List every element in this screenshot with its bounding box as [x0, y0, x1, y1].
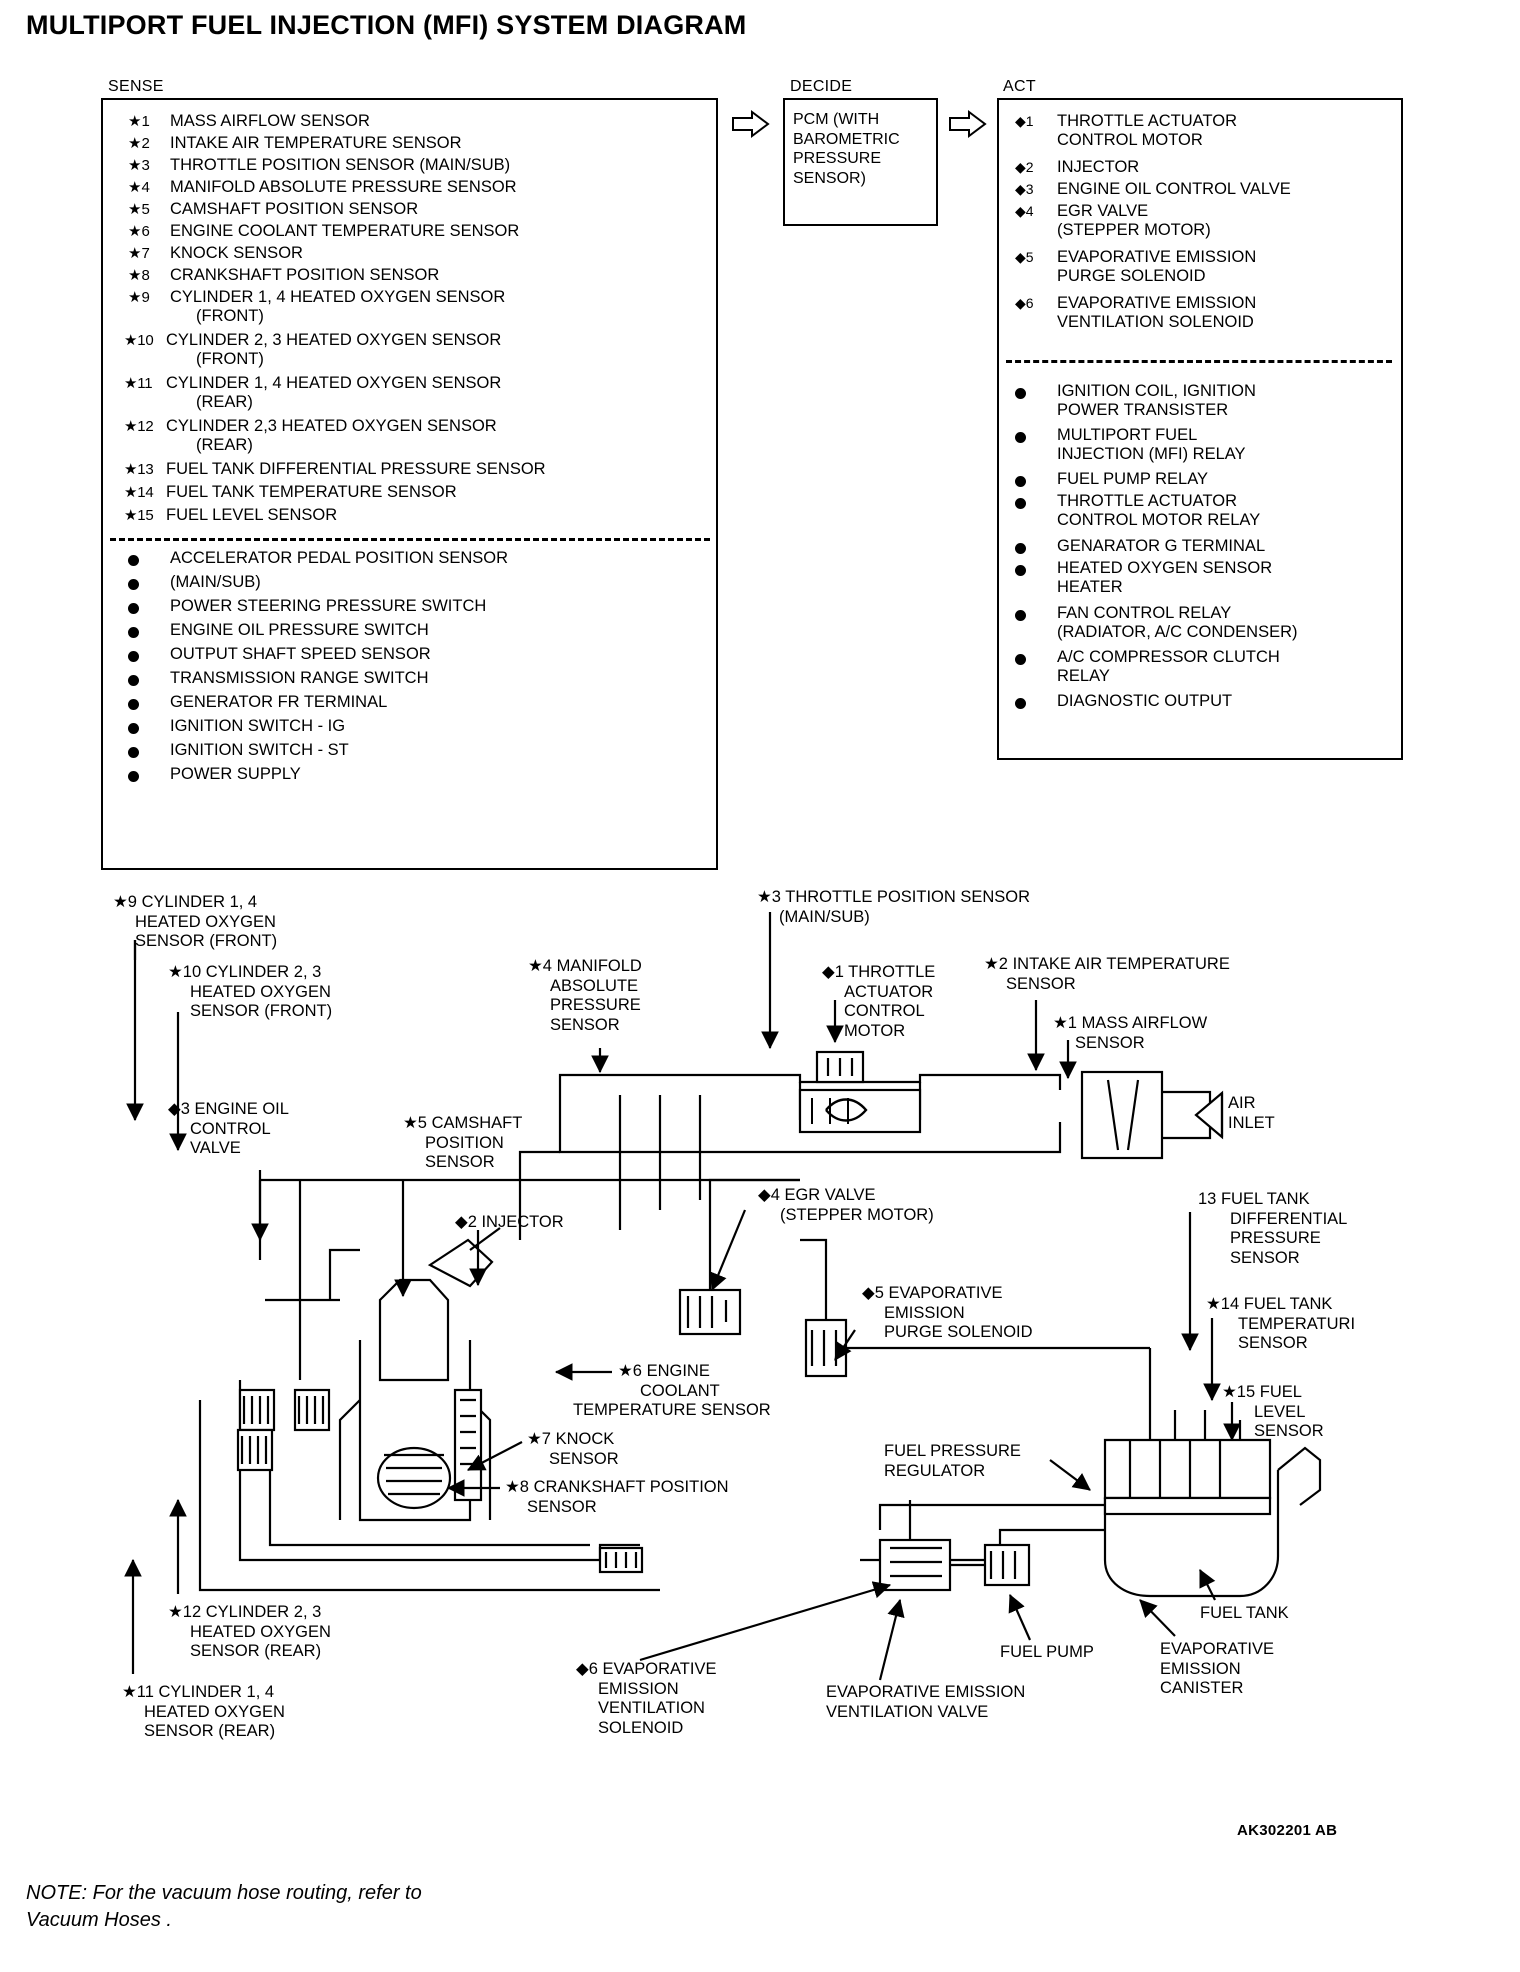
sense-bullet-5 [128, 645, 431, 664]
sense-bullet-10 [128, 765, 301, 784]
act-bullet-8-label [1057, 648, 1280, 686]
label-fuel-pump: FUEL PUMP [1000, 1643, 1094, 1661]
act-bullet-6 [1015, 559, 1272, 597]
star-13-marker: ★13 [124, 461, 154, 478]
sense-bullet-6-label: TRANSMISSION RANGE SWITCH [170, 669, 429, 687]
act-item-1-line1: THROTTLE ACTUATOR [1057, 112, 1237, 130]
star-7-marker: ★7 [128, 245, 150, 262]
sense-item-9-label [170, 288, 505, 326]
star-8-marker: ★8 [505, 1478, 529, 1496]
sense-item-10-line1: CYLINDER 2, 3 HEATED OXYGEN SENSOR [166, 331, 502, 349]
sense-bullet-8-label: IGNITION SWITCH - IG [170, 717, 346, 735]
sense-item-4-label: MANIFOLD ABSOLUTE PRESSURE SENSOR [170, 178, 517, 196]
diamond-1-marker: ◆1 [822, 963, 844, 981]
diamond-4-marker: ◆4 [1015, 203, 1034, 219]
star-14-marker: ★14 [124, 484, 154, 501]
bullet-icon [128, 621, 170, 640]
label-throttle-position-sensor: ★3 THROTTLE POSITION SENSOR (MAIN/SUB) [757, 888, 1031, 926]
bullet-icon [128, 741, 170, 760]
column-header-sense: SENSE [108, 78, 164, 95]
star-12-marker: ★12 [124, 418, 154, 435]
act-bullet-2-label [1057, 426, 1246, 464]
label-injector: ◆2 INJECTOR [455, 1213, 564, 1231]
sense-item-12-line1: CYLINDER 2,3 HEATED OXYGEN SENSOR [166, 417, 497, 435]
act-bullet-6-line1: HEATED OXYGEN SENSOR [1057, 559, 1273, 577]
sense-item-5-label: CAMSHAFT POSITION SENSOR [170, 200, 419, 218]
act-item-1-line2: CONTROL MOTOR [1057, 131, 1203, 149]
label-evap-canister: EVAPORATIVE EMISSION CANISTER [1160, 1640, 1275, 1697]
act-divider [1006, 360, 1392, 363]
bullet-icon [1015, 604, 1057, 623]
page-title: MULTIPORT FUEL INJECTION (MFI) SYSTEM DIAGRAM [26, 10, 747, 40]
sense-item-10 [124, 331, 501, 369]
act-item-4-line2: (STEPPER MOTOR) [1057, 221, 1211, 239]
act-bullet-1-label [1057, 382, 1256, 420]
sense-item-1-label: MASS AIRFLOW SENSOR [170, 112, 370, 130]
act-bullet-7-label [1057, 604, 1298, 642]
sense-bullet-4-label: ENGINE OIL PRESSURE SWITCH [170, 621, 429, 639]
act-item-6-line2: VENTILATION SOLENOID [1057, 313, 1254, 331]
sense-item-6-label: ENGINE COOLANT TEMPERATURE SENSOR [170, 222, 520, 240]
sense-bullet-9-label: IGNITION SWITCH - ST [170, 741, 349, 759]
act-bullet-4-line2: CONTROL MOTOR RELAY [1057, 511, 1261, 529]
act-item-1 [1015, 112, 1237, 150]
label-intake-air-temperature-sensor: ★2 INTAKE AIR TEMPERATURE SENSOR [984, 955, 1230, 993]
sense-divider [110, 538, 710, 541]
act-item-5 [1015, 248, 1256, 286]
sense-item-9-line2: (FRONT) [196, 307, 264, 325]
star-3-marker: ★3 [128, 157, 150, 174]
star-12-marker: ★12 [168, 1603, 202, 1621]
act-bullet-8-line1: A/C COMPRESSOR CLUTCH [1057, 648, 1280, 666]
star-1-marker: ★1 [128, 113, 150, 130]
act-item-1-label [1057, 112, 1237, 150]
sense-item-11 [124, 374, 501, 412]
sense-item-7 [128, 244, 303, 263]
star-14-marker: ★14 [1206, 1295, 1240, 1313]
label-fuel-level-sensor: ★15 FUEL LEVEL SENSOR [1222, 1383, 1324, 1440]
note-text [26, 1880, 422, 1934]
act-item-4-line1: EGR VALVE [1057, 202, 1149, 220]
act-item-4 [1015, 202, 1211, 240]
bullet-icon [128, 765, 170, 784]
sense-item-4 [128, 178, 517, 197]
sense-item-13-label: FUEL TANK DIFFERENTIAL PRESSURE SENSOR [166, 460, 546, 478]
label-fuel-tank-differential-pressure-sensor: 13 FUEL TANK DIFFERENTIAL PRESSURE SENSOR [1198, 1190, 1348, 1267]
diamond-6-marker: ◆6 [1015, 295, 1034, 311]
bullet-icon [128, 645, 170, 664]
sense-item-7-label: KNOCK SENSOR [170, 244, 303, 262]
label-fuel-pressure-regulator: FUEL PRESSURE REGULATOR [884, 1442, 1021, 1480]
label-o2-rear-cyl23: ★12 CYLINDER 2, 3 HEATED OXYGEN SENSOR (REAR) [168, 1603, 331, 1660]
diamond-3-marker: ◆3 [1015, 181, 1034, 197]
act-item-2 [1015, 158, 1139, 177]
bullet-icon [1015, 559, 1057, 578]
sense-item-2-label: INTAKE AIR TEMPERATURE SENSOR [170, 134, 462, 152]
diamond-4-marker: ◆4 [758, 1186, 780, 1204]
sense-item-9-line1: CYLINDER 1, 4 HEATED OXYGEN SENSOR [170, 288, 506, 306]
sense-item-9 [128, 288, 505, 326]
bullet-icon [1015, 426, 1057, 445]
act-bullet-9-label: DIAGNOSTIC OUTPUT [1057, 692, 1233, 710]
sense-bullet-1-label: ACCELERATOR PEDAL POSITION SENSOR [170, 549, 509, 567]
diamond-6-marker: ◆6 [576, 1660, 598, 1678]
act-bullet-2-line1: MULTIPORT FUEL [1057, 426, 1198, 444]
label-knock-sensor: ★7 KNOCK SENSOR [527, 1430, 619, 1468]
star-4-marker: ★4 [128, 179, 150, 196]
star-11-marker: ★11 [124, 375, 153, 392]
star-1-marker: ★1 [1053, 1014, 1077, 1032]
star-6-marker: ★6 [128, 223, 150, 240]
bullet-icon [1015, 492, 1057, 511]
sense-item-3-label: THROTTLE POSITION SENSOR (MAIN/SUB) [170, 156, 511, 174]
bullet-icon [128, 573, 170, 592]
star-5-marker: ★5 [128, 201, 150, 218]
sense-bullet-4 [128, 621, 429, 640]
act-item-6-line1: EVAPORATIVE EMISSION [1057, 294, 1257, 312]
act-bullet-6-line2: HEATER [1057, 578, 1123, 596]
sense-bullet-1 [128, 549, 508, 568]
act-bullet-1-line2: POWER TRANSISTER [1057, 401, 1229, 419]
sense-item-11-line1: CYLINDER 1, 4 HEATED OXYGEN SENSOR [166, 374, 502, 392]
act-bullet-4-label [1057, 492, 1260, 530]
sense-item-14-label: FUEL TANK TEMPERATURE SENSOR [166, 483, 457, 501]
sense-item-6 [128, 222, 519, 241]
sense-bullet-7 [128, 693, 387, 712]
sense-bullet-3 [128, 597, 486, 616]
sense-item-13 [124, 460, 546, 479]
act-bullet-5 [1015, 537, 1265, 556]
act-bullet-1-line1: IGNITION COIL, IGNITION [1057, 382, 1256, 400]
star-2-marker: ★2 [128, 135, 150, 152]
bullet-icon [128, 597, 170, 616]
diamond-3-marker: ◆3 [168, 1100, 190, 1118]
act-bullet-5-label: GENARATOR G TERMINAL [1057, 537, 1266, 555]
sense-bullet-6 [128, 669, 429, 688]
sense-item-14 [124, 483, 457, 502]
sense-item-12-label [166, 417, 497, 455]
star-6-marker: ★6 [618, 1362, 642, 1380]
diamond-1-marker: ◆1 [1015, 113, 1034, 129]
label-egr-valve: ◆4 EGR VALVE (STEPPER MOTOR) [758, 1186, 934, 1224]
label-engine-oil-control-valve: ◆3 ENGINE OIL CONTROL VALVE [168, 1100, 289, 1157]
act-bullet-7 [1015, 604, 1298, 642]
bullet-icon [128, 717, 170, 736]
act-bullet-8-line2: RELAY [1057, 667, 1110, 685]
star-10-marker: ★10 [168, 963, 202, 981]
column-header-decide: DECIDE [790, 78, 853, 95]
label-o2-front-cyl23: ★10 CYLINDER 2, 3 HEATED OXYGEN SENSOR (FRONT) [168, 963, 333, 1020]
sense-item-12 [124, 417, 497, 455]
diamond-2-marker: ◆2 [455, 1213, 477, 1231]
label-evap-ventilation-solenoid: ◆6 EVAPORATIVE EMISSION VENTILATION SOLENOID [576, 1660, 717, 1737]
sense-item-12-line2: (REAR) [196, 436, 253, 454]
note-line1: NOTE: For the vacuum hose routing, refer to [26, 1882, 422, 1904]
sense-item-2 [128, 134, 462, 153]
sense-item-10-label [166, 331, 501, 369]
act-bullet-2-line2: INJECTION (MFI) RELAY [1057, 445, 1246, 463]
star-5-marker: ★5 [403, 1114, 427, 1132]
bullet-icon [1015, 648, 1057, 667]
act-bullet-4 [1015, 492, 1260, 530]
artwork-code: AK302201 AB [1237, 1822, 1338, 1839]
sense-bullet-2-label: (MAIN/SUB) [170, 573, 261, 591]
note-line2: Vacuum Hoses . [26, 1909, 172, 1931]
act-bullet-2 [1015, 426, 1246, 464]
act-bullet-7-line2: (RADIATOR, A/C CONDENSER) [1057, 623, 1298, 641]
act-item-2-label: INJECTOR [1057, 158, 1140, 176]
act-bullet-6-label [1057, 559, 1272, 597]
bullet-icon [1015, 382, 1057, 401]
label-manifold-absolute-pressure-sensor: ★4 MANIFOLD ABSOLUTE PRESSURE SENSOR [528, 957, 642, 1034]
sense-item-15-label: FUEL LEVEL SENSOR [166, 506, 338, 524]
sense-bullet-7-label: GENERATOR FR TERMINAL [170, 693, 388, 711]
sense-bullet-3-label: POWER STEERING PRESSURE SWITCH [170, 597, 487, 615]
label-o2-rear-cyl14: ★11 CYLINDER 1, 4 HEATED OXYGEN SENSOR (REAR) [122, 1683, 285, 1740]
label-o2-front-cyl14: ★9 CYLINDER 1, 4 HEATED OXYGEN SENSOR (FRONT) [113, 893, 278, 950]
act-item-5-line2: PURGE SOLENOID [1057, 267, 1206, 285]
sense-item-1 [128, 112, 370, 131]
sense-bullet-9 [128, 741, 349, 760]
star-10-marker: ★10 [124, 332, 154, 349]
star-8-marker: ★8 [128, 267, 150, 284]
sense-bullet-2 [128, 573, 261, 592]
act-bullet-3 [1015, 470, 1208, 489]
act-item-6 [1015, 294, 1256, 332]
act-item-3-label: ENGINE OIL CONTROL VALVE [1057, 180, 1291, 198]
act-item-5-line1: EVAPORATIVE EMISSION [1057, 248, 1257, 266]
star-11-marker: ★11 [122, 1683, 154, 1701]
label-crankshaft-position-sensor: ★8 CRANKSHAFT POSITION SENSOR [505, 1478, 729, 1516]
sense-item-5 [128, 200, 418, 219]
label-air-inlet: AIR INLET [1228, 1094, 1275, 1132]
act-item-5-label [1057, 248, 1256, 286]
act-bullet-7-line1: FAN CONTROL RELAY [1057, 604, 1232, 622]
label-evap-ventilation-valve: EVAPORATIVE EMISSION VENTILATION VALVE [826, 1683, 1026, 1721]
act-bullet-3-label: FUEL PUMP RELAY [1057, 470, 1208, 488]
sense-item-11-line2: (REAR) [196, 393, 253, 411]
label-camshaft-position-sensor: ★5 CAMSHAFT POSITION SENSOR [403, 1114, 523, 1171]
star-3-marker: ★3 [757, 888, 781, 906]
pcm-label: PCM (WITH BAROMETRIC PRESSURE SENSOR) [793, 111, 900, 187]
bullet-icon [1015, 537, 1057, 556]
diamond-5-marker: ◆5 [862, 1284, 884, 1302]
number-13-marker: 13 [1198, 1190, 1217, 1208]
sense-item-10-line2: (FRONT) [196, 350, 264, 368]
label-fuel-tank: FUEL TANK [1200, 1604, 1289, 1622]
sense-bullet-8 [128, 717, 345, 736]
star-2-marker: ★2 [984, 955, 1008, 973]
label-fuel-tank-temperature-sensor: ★14 FUEL TANK TEMPERATURI SENSOR [1206, 1295, 1356, 1352]
sense-item-8 [128, 266, 439, 285]
star-9-marker: ★9 [113, 893, 137, 911]
star-15-marker: ★15 [124, 507, 154, 524]
bullet-icon [128, 549, 170, 568]
act-item-3 [1015, 180, 1291, 199]
act-item-4-label [1057, 202, 1211, 240]
bullet-icon [128, 693, 170, 712]
sense-item-11-label [166, 374, 501, 412]
bullet-icon [1015, 470, 1057, 489]
star-15-marker: ★15 [1222, 1383, 1256, 1401]
diamond-5-marker: ◆5 [1015, 249, 1034, 265]
act-bullet-9 [1015, 692, 1232, 711]
sense-item-3 [128, 156, 510, 175]
sense-item-15 [124, 506, 337, 525]
label-evap-purge-solenoid: ◆5 EVAPORATIVE EMISSION PURGE SOLENOID [862, 1284, 1033, 1341]
star-4-marker: ★4 [528, 957, 552, 975]
sense-bullet-10-label: POWER SUPPLY [170, 765, 301, 783]
star-9-marker: ★9 [128, 289, 150, 306]
bullet-icon [128, 669, 170, 688]
label-engine-coolant-temperature-sensor: ★6 ENGINE COOLANT TEMPERATURE SENSOR [573, 1362, 771, 1419]
act-item-6-label [1057, 294, 1256, 332]
label-throttle-actuator-control-motor: ◆1 THROTTLE ACTUATOR CONTROL MOTOR [822, 963, 936, 1040]
act-bullet-1 [1015, 382, 1256, 420]
bullet-icon [1015, 692, 1057, 711]
star-7-marker: ★7 [527, 1430, 551, 1448]
sense-item-8-label: CRANKSHAFT POSITION SENSOR [170, 266, 440, 284]
act-bullet-4-line1: THROTTLE ACTUATOR [1057, 492, 1237, 510]
diamond-2-marker: ◆2 [1015, 159, 1034, 175]
label-mass-airflow-sensor: ★1 MASS AIRFLOW SENSOR [1053, 1014, 1208, 1052]
sense-bullet-5-label: OUTPUT SHAFT SPEED SENSOR [170, 645, 431, 663]
act-bullet-8 [1015, 648, 1280, 686]
column-header-act: ACT [1003, 78, 1036, 95]
